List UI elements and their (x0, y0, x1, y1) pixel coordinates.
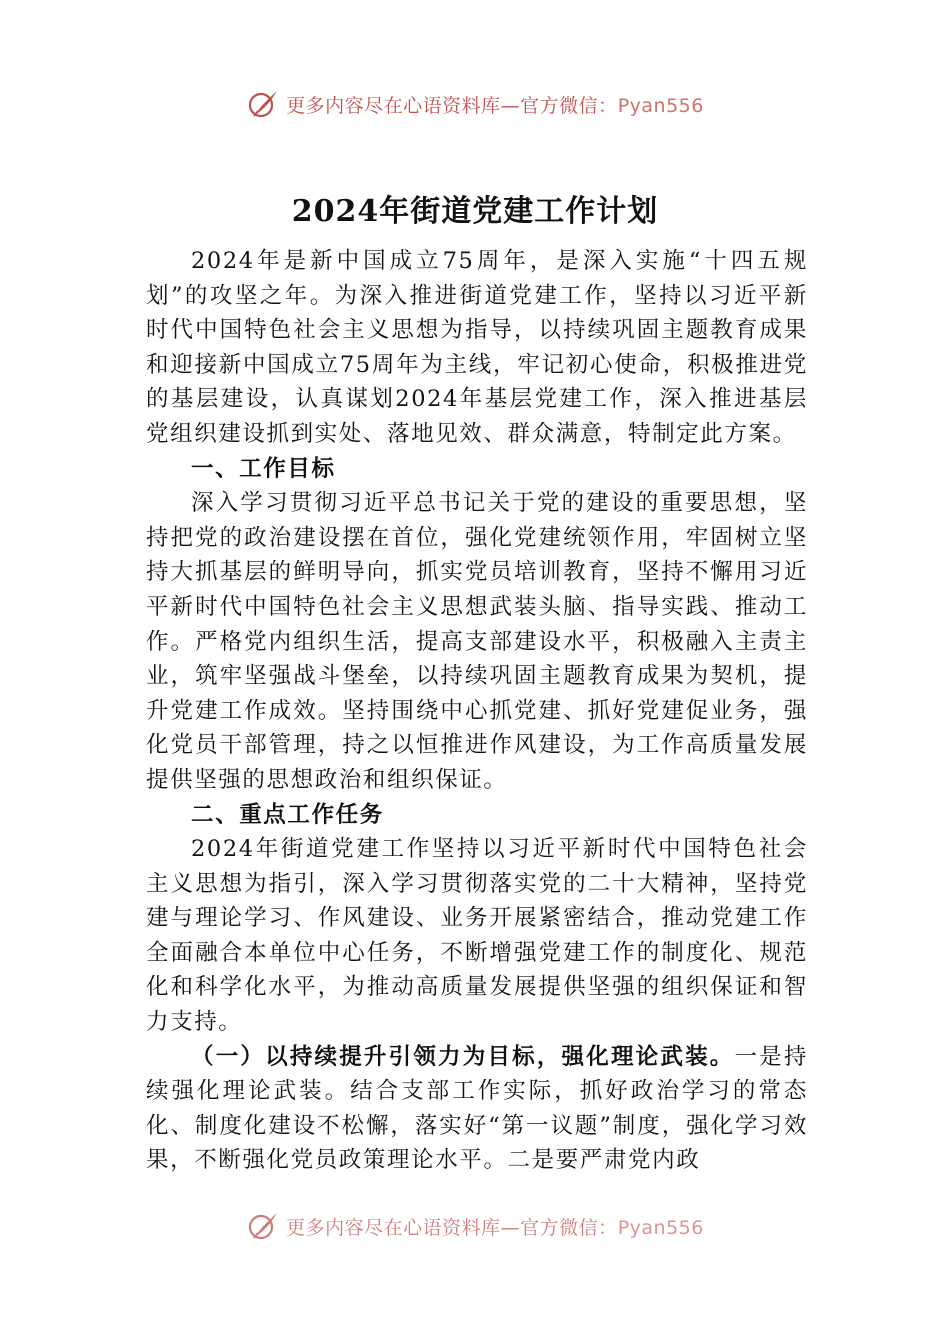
watermark-text: 更多内容尽在心语资料库—官方微信：Pyan556 (286, 94, 704, 117)
goals-paragraph: 深入学习贯彻习近平总书记关于党的建设的重要思想，坚持把党的政治建设摆在首位，强化党建统领作用，牢固树立坚持大抓基层的鲜明导向，抓实党员培训教育，坚持不懈用习近平新时代中国特色社会主义思想武装头脑、指导实践、推动工作。严格党内组织生活，提高支部建设水平，积极融入主责主业，筑牢坚强战斗堡垒，以持续巩固主题教育成果为契机，提升党建工作成效。坚持围绕中心抓党建、抓好党建促业务，强化党员干部管理，持之以恒推进作风建设，为工作高质量发展提供坚强的思想政治和组织保证。 (146, 490, 808, 793)
subsection-paragraph (146, 1040, 808, 1178)
quill-logo-icon (246, 87, 280, 121)
watermark-text: 更多内容尽在心语资料库—官方微信：Pyan556 (286, 1216, 704, 1239)
document-body (146, 244, 808, 1212)
subsection-body: 一是持续强化理论武装。结合支部工作实际，抓好政治学习的常态化、制度化建设不松懈，落实好“第一议题”制度，强化学习效果，不断强化党员政策理论水平。二是要严肃党内政 (146, 1043, 808, 1174)
quill-logo-icon (246, 1209, 280, 1243)
document-title: 2024年街道党建工作计划 (291, 194, 659, 229)
tasks-paragraph: 2024年街道党建工作坚持以习近平新时代中国特色社会主义思想为指引，深入学习贯彻落实党的二十大精神，坚持党建与理论学习、作风建设、业务开展紧密结合，推动党建工作全面融合本单位中心任务，不断增强党建工作的制度化、规范化和科学化水平，为推动高质量发展提供坚强的组织保证和智力支持。 (146, 836, 808, 1036)
watermark-footer (0, 1206, 950, 1246)
intro-paragraph: 2024年是新中国成立75周年，是深入实施“十四五规划”的攻坚之年。为深入推进街道党建工作，坚持以习近平新时代中国特色社会主义思想为指导，以持续巩固主题教育成果和迎接新中国成立75周年为主线，牢记初心使命，积极推进党的基层建设，认真谋划2024年基层党建工作，深入推进基层党组织建设抓到实处、落地见效、群众满意，特制定此方案。 (146, 248, 808, 447)
section-heading-goals: 一、工作目标 (191, 455, 336, 482)
watermark-header (0, 84, 950, 124)
subsection-heading: （一）以持续提升引领力为目标，强化理论武装。 (191, 1043, 735, 1070)
section-heading-tasks: 二、重点工作任务 (191, 801, 384, 828)
